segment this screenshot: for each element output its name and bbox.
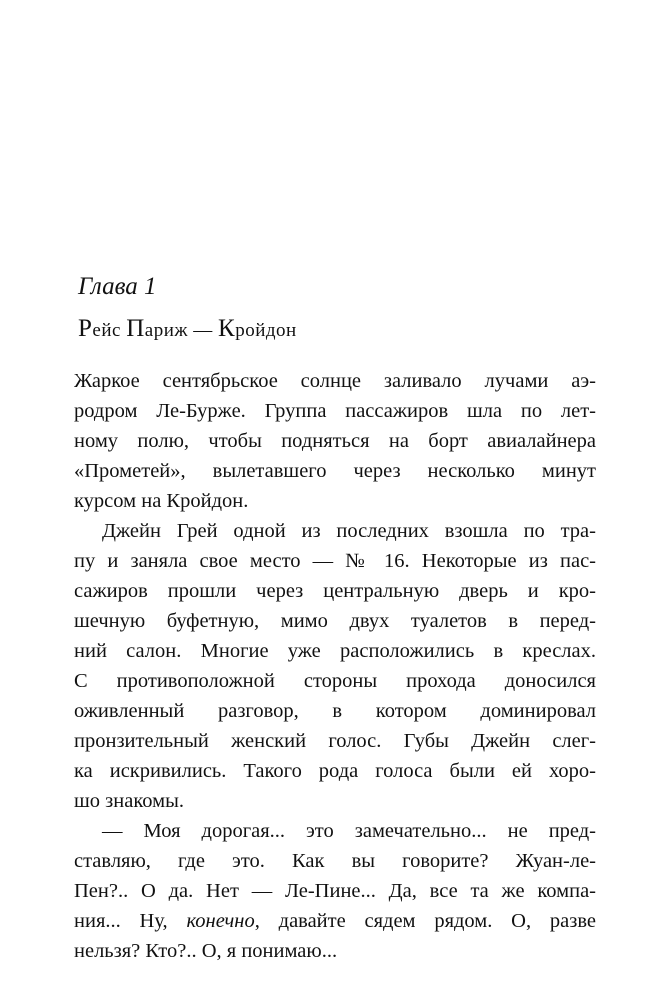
- text-line: оживленный разговор, в котором доминировал: [74, 700, 596, 722]
- chapter-title-part: Р: [78, 315, 93, 342]
- emphasis-word: конечно: [186, 910, 255, 932]
- text-line: — Моя дорогая... это замечательно... не пред-: [102, 820, 596, 842]
- text-line: нельзя? Кто?.. О, я понимаю...: [74, 940, 338, 962]
- chapter-title: [78, 314, 297, 346]
- chapter-title-part: ариж —: [144, 320, 218, 341]
- text-line: шечную буфетную, мимо двух туалетов в перед-: [74, 610, 596, 632]
- text-line: шо знакомы.: [74, 790, 184, 812]
- text-segment: , давайте сядем рядом. О, разве: [254, 910, 597, 932]
- text-line: [74, 906, 596, 936]
- text-line: пу и заняла свое место — № 16. Некоторые из пас-: [74, 550, 596, 572]
- chapter-title-part: ройдон: [235, 320, 297, 341]
- text-line: Пен?.. О да. Нет — Ле-Пине... Да, все та же компа-: [74, 880, 596, 902]
- text-segment: ния... Ну,: [74, 910, 187, 932]
- text-line: родром Ле-Бурже. Группа пассажиров шла по лет-: [74, 400, 596, 422]
- text-line: пронзительный женский голос. Губы Джейн слег-: [74, 730, 596, 752]
- text-line: Жаркое сентябрьское солнце заливало лучами аэ-: [74, 370, 596, 392]
- text-line: ка искривились. Такого рода голоса были ей хоро-: [74, 760, 596, 782]
- body-text: [74, 366, 596, 966]
- text-line: ставляю, где это. Как вы говорите? Жуан-ле-: [74, 850, 596, 872]
- text-line: Джейн Грей одной из последних взошла по тра-: [102, 520, 596, 542]
- chapter-label: Глава 1: [78, 273, 157, 300]
- chapter-title-part: К: [218, 315, 236, 342]
- text-line: ному полю, чтобы подняться на борт авиалайнера: [74, 430, 596, 452]
- chapter-title-part: ейс: [92, 320, 127, 341]
- text-line: ний салон. Многие уже расположились в креслах.: [74, 640, 596, 662]
- text-line: сажиров прошли через центральную дверь и кро-: [74, 580, 596, 602]
- text-line: «Прометей», вылетавшего через несколько минут: [74, 460, 596, 482]
- text-line: С противоположной стороны прохода доносился: [74, 670, 596, 692]
- text-line: курсом на Кройдон.: [74, 490, 249, 512]
- chapter-title-part: П: [126, 315, 145, 342]
